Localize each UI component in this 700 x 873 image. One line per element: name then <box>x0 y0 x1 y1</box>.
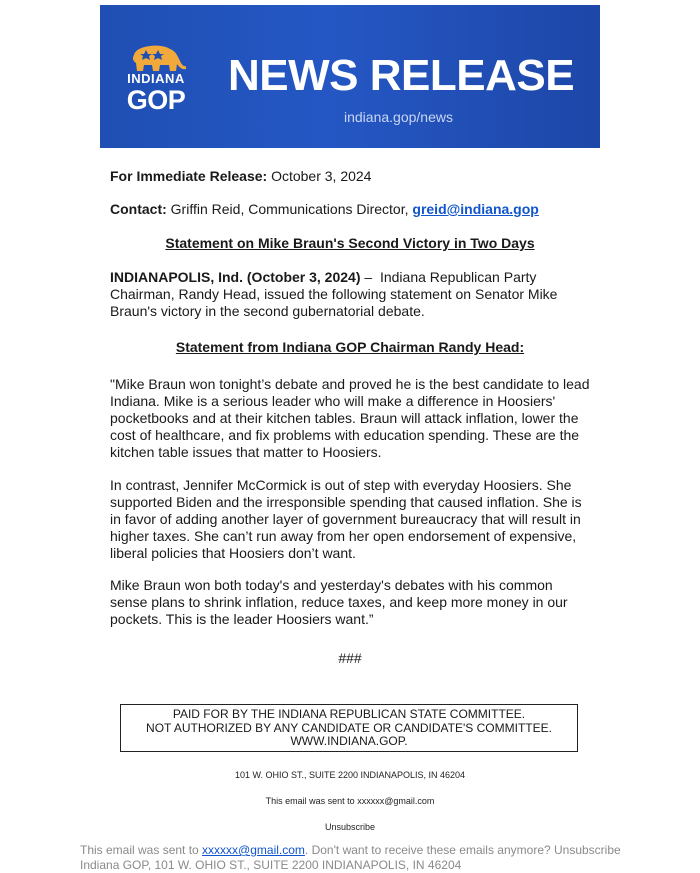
footer-prefix: This email was sent to <box>80 843 203 857</box>
paid-for-disclaimer <box>120 704 578 752</box>
quote-line: in favor of adding another layer of government bureaucracy that will result in <box>110 511 581 527</box>
quote-line: Mike Braun won both today's and yesterday's debates with his common <box>110 577 553 593</box>
intro-line-3: Braun's victory in the second gubernatorial debate. <box>110 303 425 319</box>
release-label: For Immediate Release: <box>110 168 268 184</box>
quote-line: liberal policies that Hoosiers don’t want. <box>110 545 356 561</box>
banner-url: indiana.gop/news <box>344 109 453 125</box>
chairman-subheading: Statement from Indiana GOP Chairman Randy Head: <box>175 339 525 355</box>
contact-label: Contact: <box>110 201 167 217</box>
quote-line: cost of healthcare, and fix problems with education spending. These are the <box>110 427 580 443</box>
disclaimer-line: WWW.INDIANA.GOP. <box>290 734 408 748</box>
dateline: INDIANAPOLIS, Ind. (October 3, 2024) <box>110 269 361 285</box>
quote-line: Indiana. Mike is a serious leader who will make a difference in Hoosiers' <box>110 393 556 409</box>
news-release-banner <box>100 5 600 148</box>
banner-title: NEWS RELEASE <box>228 51 575 100</box>
quote-line: kitchen table issues that matter to Hoosiers. <box>110 444 382 460</box>
unsubscribe-link[interactable]: Unsubscribe <box>324 822 376 832</box>
release-date: October 3, 2024 <box>271 168 372 184</box>
intro-paragraph <box>110 269 590 320</box>
quote-paragraph-2 <box>110 477 590 562</box>
end-mark: ### <box>338 650 362 666</box>
footer-suffix: . Don't want to receive these emails anymore? Unsubscribe <box>304 843 621 857</box>
disclaimer-line: NOT AUTHORIZED BY ANY CANDIDATE OR CANDIDATE'S COMMITTEE. <box>146 720 552 735</box>
disclaimer-line: PAID FOR BY THE INDIANA REPUBLICAN STATE COMMITTEE. <box>172 707 526 721</box>
logo-party-text: GOP <box>126 85 186 115</box>
logo-state-text: INDIANA <box>127 71 185 86</box>
sent-to-notice: This email was sent to xxxxxx@gmail.com <box>265 796 435 806</box>
quote-line: sense plans to shrink inflation, reduce taxes, and keep more money in our <box>110 594 568 610</box>
footer-address: Indiana GOP, 101 W. OHIO ST., SUITE 2200 INDIANAPOLIS, IN 46204 <box>80 858 462 872</box>
dateline-dash: – <box>360 269 377 285</box>
indiana-gop-logo <box>124 41 194 121</box>
elephant-icon <box>124 41 188 75</box>
mailing-address: 101 W. OHIO ST., SUITE 2200 INDIANAPOLIS, IN 46204 <box>234 770 466 780</box>
intro-line-2: Chairman, Randy Head, issued the following statement on Senator Mike <box>110 286 558 302</box>
footer-email-link[interactable]: xxxxxx@gmail.com <box>202 843 305 857</box>
quote-line: In contrast, Jennifer McCormick is out of step with everyday Hoosiers. She <box>110 477 572 493</box>
email-footer <box>80 843 680 873</box>
quote-line: higher taxes. She can’t run away from her open endorsement of expensive, <box>110 528 577 544</box>
quote-line: pocketbooks and at their kitchen tables. Braun will attack inflation, lower the <box>110 410 579 426</box>
contact-line <box>110 201 539 218</box>
contact-email-link[interactable]: greid@indiana.gop <box>412 201 539 217</box>
quote-paragraph-3 <box>110 577 590 628</box>
quote-line: pockets. This is the leader Hoosiers want.” <box>110 611 374 627</box>
intro-line-1: Indiana Republican Party <box>379 269 537 285</box>
headline: Statement on Mike Braun's Second Victory in Two Days <box>165 235 535 251</box>
quote-line: "Mike Braun won tonight’s debate and proved he is the best candidate to lead <box>110 376 590 392</box>
quote-paragraph-1 <box>110 376 590 461</box>
quote-line: supported Biden and the irresponsible spending that caused inflation. She is <box>110 494 582 510</box>
release-date-line <box>110 168 371 185</box>
contact-text: Griffin Reid, Communications Director, <box>170 201 409 217</box>
